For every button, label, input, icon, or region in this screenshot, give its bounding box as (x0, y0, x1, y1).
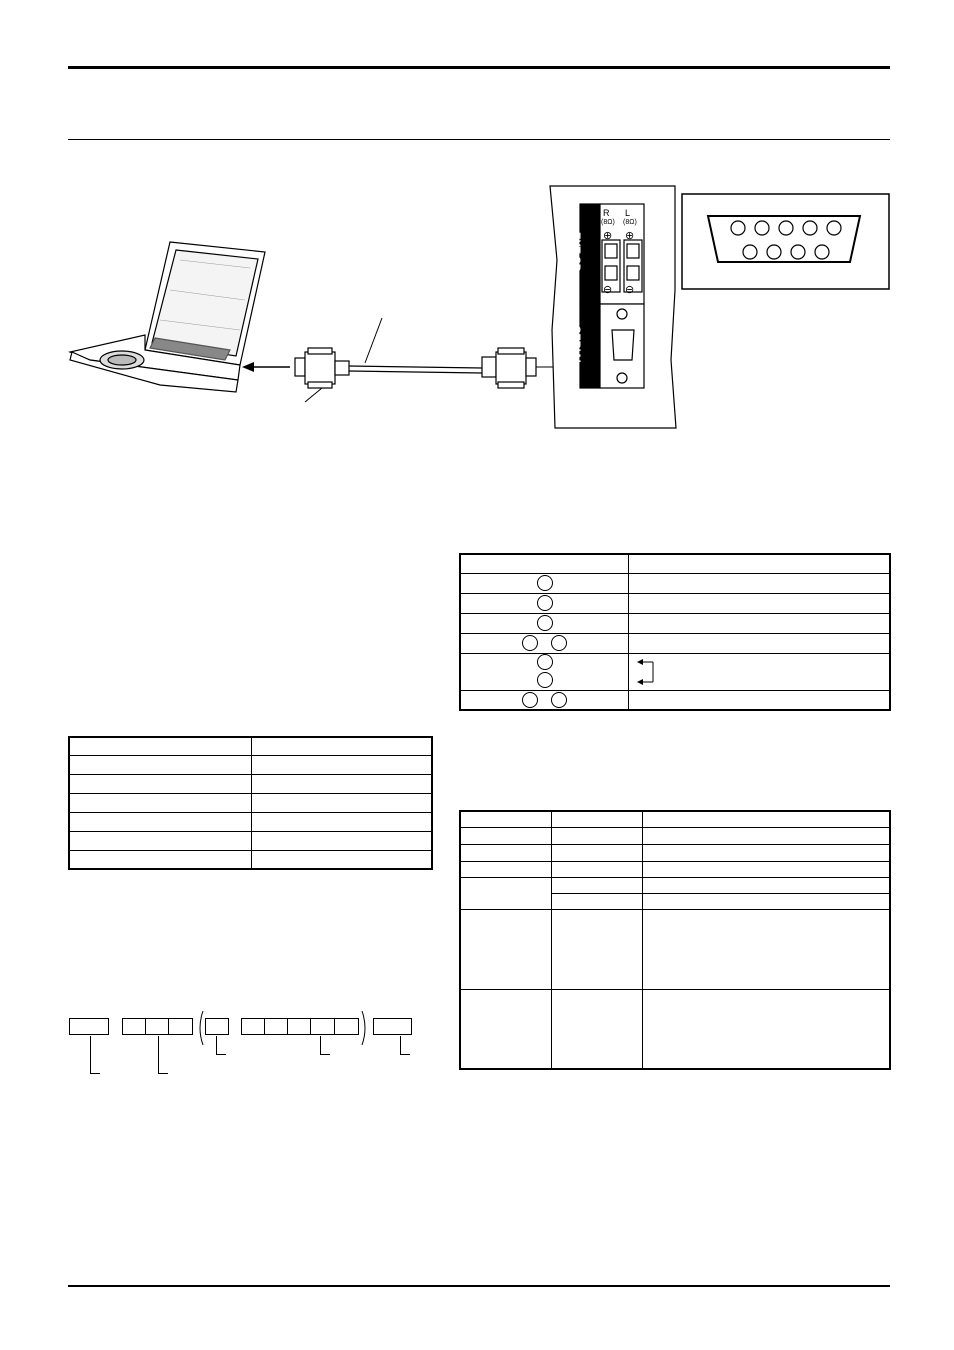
arrow-icon (242, 362, 290, 372)
loopback-arrow-icon (635, 654, 665, 690)
cable-connector-right (482, 348, 536, 388)
pin-circle-icon (537, 615, 553, 631)
header-rule (68, 66, 890, 69)
left-table (68, 736, 433, 870)
format-box-parameter (241, 1018, 265, 1035)
signal-table (459, 810, 891, 1070)
pin-circle-icon (537, 595, 553, 611)
pin-circle-icon (551, 635, 567, 651)
minus-icon-left: ⊖ (625, 284, 635, 296)
open-bracket-icon (195, 1010, 205, 1046)
connection-diagram (60, 180, 900, 440)
laptop-illustration (70, 242, 265, 392)
format-box-etx (373, 1018, 412, 1035)
right-channel-label: R (603, 208, 610, 218)
pin-circle-icon (522, 635, 538, 651)
left-channel-label: L (625, 208, 631, 218)
title-underline (68, 139, 890, 140)
pin-table (459, 553, 891, 711)
format-box-parameter (334, 1018, 359, 1035)
format-box-command (122, 1018, 146, 1035)
pin-circle-icon (537, 575, 553, 591)
format-box-parameter (264, 1018, 288, 1035)
plus-icon-left: ⊕ (625, 230, 635, 242)
format-box-stx (69, 1018, 109, 1035)
format-box-parameter (310, 1018, 335, 1035)
plus-icon-right: ⊕ (603, 230, 613, 242)
serial-cable (349, 366, 482, 373)
minus-icon-right: ⊖ (603, 284, 613, 296)
speaker-label: EXT SP (570, 232, 582, 272)
pin-layout-diagram (682, 194, 889, 289)
close-bracket-icon (360, 1010, 370, 1046)
pin-circle-icon (537, 672, 553, 688)
format-box-colon (205, 1018, 229, 1035)
impedance-right: (8Ω) (601, 219, 615, 226)
cable-connector-left (295, 348, 349, 388)
footer-rule (68, 1285, 890, 1287)
impedance-left: (8Ω) (623, 219, 637, 226)
format-box-command (168, 1018, 193, 1035)
pin-circle-icon (522, 692, 538, 708)
format-box-parameter (287, 1018, 311, 1035)
format-box-command (145, 1018, 169, 1035)
pin-circle-icon (551, 692, 567, 708)
pin-circle-icon (537, 654, 553, 670)
serial-label: SERIAL (570, 326, 582, 367)
